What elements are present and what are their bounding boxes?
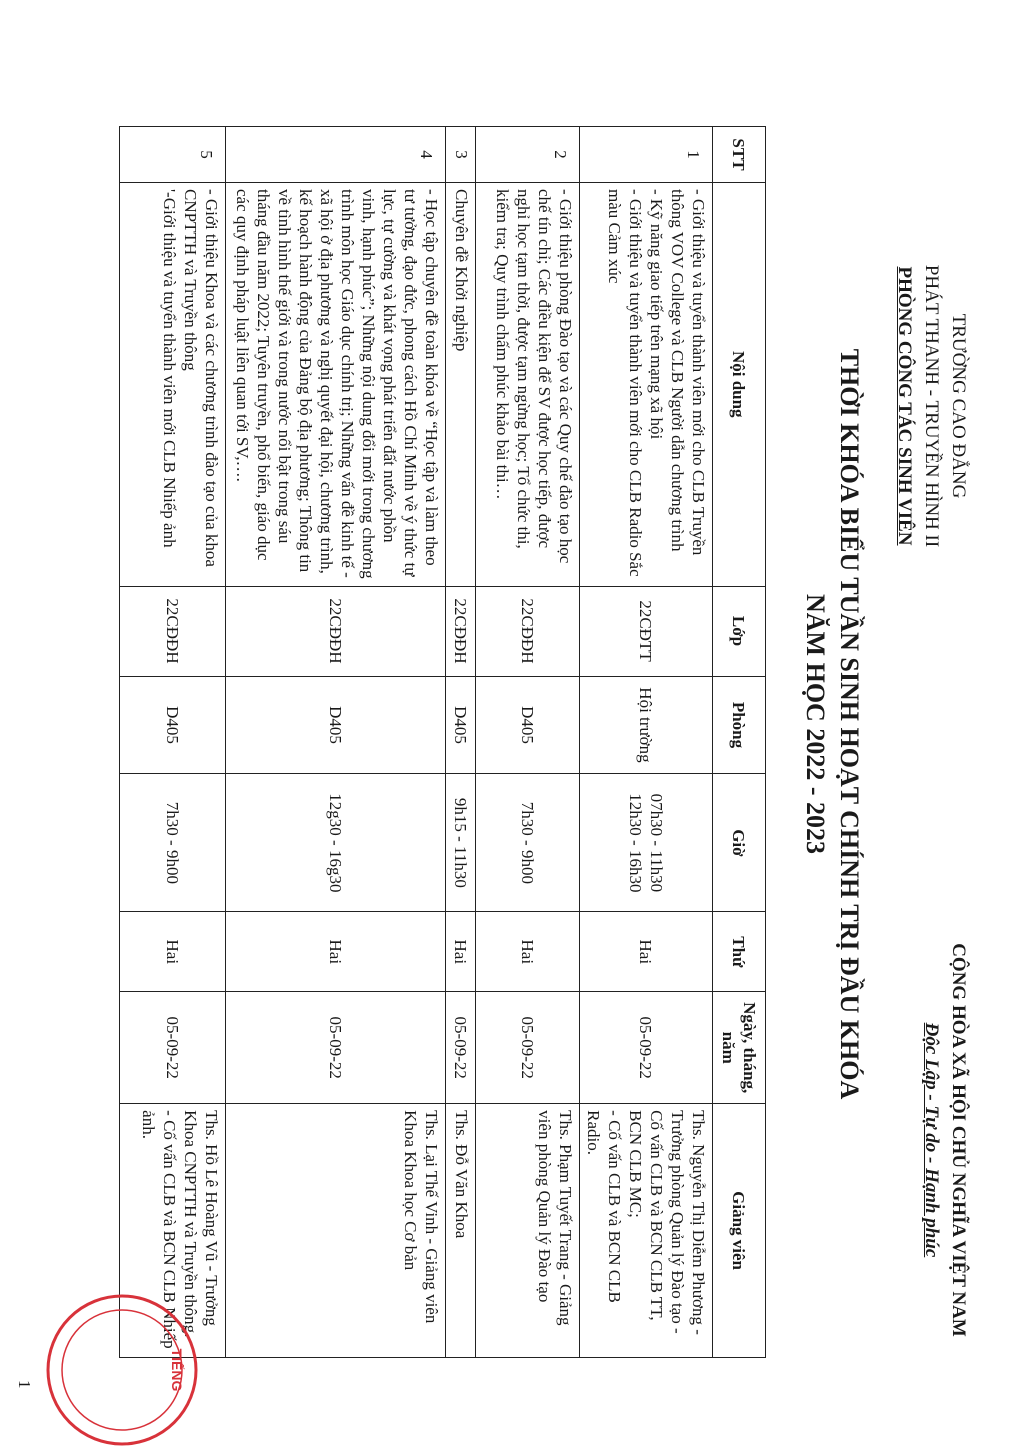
national-motto-header bbox=[918, 860, 972, 1420]
row-thu: Hai bbox=[120, 912, 226, 992]
table-row bbox=[446, 127, 476, 1358]
row-ngay: 05-09-22 bbox=[226, 992, 446, 1104]
row-noi-dung bbox=[120, 182, 226, 586]
row-giang-vien bbox=[580, 1104, 713, 1358]
lecturer-line: - Cố vấn CLB và BCN CLB Nhiếp ảnh. bbox=[139, 1110, 179, 1349]
school-name-line1: TRƯỜNG CAO ĐẲNG bbox=[948, 313, 969, 499]
row-lop: 22CĐĐH bbox=[446, 586, 476, 676]
row-stt: 1 bbox=[580, 127, 713, 183]
table-row bbox=[476, 127, 580, 1358]
row-ngay: 05-09-22 bbox=[580, 992, 713, 1104]
row-phong: Hội trường bbox=[580, 676, 713, 774]
header-phong: Phòng bbox=[713, 676, 766, 774]
time-line: 07h30 - 11h30 bbox=[647, 793, 666, 893]
header-stt: STT bbox=[713, 127, 766, 183]
row-giang-vien bbox=[476, 1104, 580, 1358]
table-row bbox=[120, 127, 226, 1358]
content-line: - Giới thiệu Khoa và các chương trình đào tạo của khoa CNPTTH và Truyền thông bbox=[181, 188, 221, 567]
row-lop: 22CĐĐH bbox=[226, 586, 446, 676]
lecturer-line: Ths. Hồ Lê Hoàng Vũ - Trưởng Khoa CNPTTH và Truyền thông. bbox=[181, 1110, 221, 1338]
row-gio bbox=[120, 774, 226, 912]
row-noi-dung bbox=[226, 182, 446, 586]
row-stt: 3 bbox=[446, 127, 476, 183]
table-header-row bbox=[713, 127, 766, 1358]
time-line: 12h30 - 16h30 bbox=[626, 793, 645, 893]
content-line: - Học tập chuyên đề toàn khóa về “Học tập và làm theo tư tưởng, đạo đức, phong cách Hồ Chí Minh về ý thức tự lực, tự cường và khát vọng phát triển đất nước phồn vinh, hạnh phúc”; Những nội dung đổi mới trong chương trình môn học Giáo dục chính trị; Những vấn đề kinh tế - xã hội ở địa phương và nghị quyết đại hội, chương trình, kế hoạch hành động của Đảng bộ địa phương; Thông tin về tình hình thế giới và trong nước nổi bật trong sáu tháng đầu năm 2022; Tuyên truyền, phổ biến, giáo dục các quy định pháp luật liên quan tới SV,…. bbox=[233, 188, 441, 579]
document-subtitle: NĂM HỌC 2022 - 2023 bbox=[801, 594, 830, 854]
row-noi-dung bbox=[446, 182, 476, 586]
row-stt: 4 bbox=[226, 127, 446, 183]
time-line: 7h30 - 9h00 bbox=[518, 801, 537, 884]
row-giang-vien bbox=[446, 1104, 476, 1358]
seal-text: TIẾNG bbox=[169, 1348, 185, 1392]
table-row bbox=[580, 127, 713, 1358]
row-gio bbox=[446, 774, 476, 912]
row-gio bbox=[476, 774, 580, 912]
header-noi-dung: Nội dung bbox=[713, 182, 766, 586]
lecturer-line: Ths. Đỗ Văn Khoa bbox=[452, 1110, 471, 1239]
header-giang-vien: Giảng viên bbox=[713, 1104, 766, 1358]
table-row bbox=[226, 127, 446, 1358]
content-line: - Giới thiệu và tuyển thành viên mới cho CLB Truyền thông VOV College và CLB Người dẫn chương trình bbox=[668, 188, 708, 556]
header-ngay: Ngày, tháng, năm bbox=[713, 992, 766, 1104]
row-thu: Hai bbox=[476, 912, 580, 992]
schedule-table bbox=[119, 126, 766, 1358]
content-line: - Kỹ năng giao tiếp trên mạng xã hội bbox=[647, 188, 666, 440]
time-line: 7h30 - 9h00 bbox=[163, 801, 182, 884]
row-gio bbox=[580, 774, 713, 912]
row-ngay: 05-09-22 bbox=[446, 992, 476, 1104]
row-phong: D405 bbox=[446, 676, 476, 774]
national-motto: Độc Lập - Tự do - Hạnh phúc bbox=[921, 1022, 942, 1258]
row-thu: Hai bbox=[446, 912, 476, 992]
row-noi-dung bbox=[476, 182, 580, 586]
row-lop: 22CĐĐH bbox=[476, 586, 580, 676]
department-name: PHÒNG CÔNG TÁC SINH VIÊN bbox=[894, 266, 915, 546]
lecturer-line: - Cố vấn CLB và BCN CLB Radio. bbox=[584, 1110, 624, 1303]
content-line: - Giới thiệu và tuyển thành viên mới cho CLB Radio Sắc màu Cảm xúc bbox=[605, 188, 645, 577]
row-phong: D405 bbox=[120, 676, 226, 774]
header-gio: Giờ bbox=[713, 774, 766, 912]
row-thu: Hai bbox=[580, 912, 713, 992]
row-lop: 22CĐTT bbox=[580, 586, 713, 676]
row-stt: 2 bbox=[476, 127, 580, 183]
page-number: 1 bbox=[15, 1380, 34, 1389]
lecturer-line: Ths. Phạm Tuyết Trang - Giảng viên phòng Quản lý Đào tạo bbox=[535, 1110, 575, 1326]
content-line: - Giới thiệu phòng Đào tạo và các Quy chế đào tạo học chế tín chỉ; Các điều kiện để SV được học tiếp, được nghỉ học tạm thời, được tạm ngừng học; Tổ chức thi, kiểm tra; Quy trình chấm phúc khảo bài thi… bbox=[493, 188, 575, 564]
lecturer-line: Ths. Lại Thế Vinh - Giảng viên Khoa Khoa học Cơ bản bbox=[401, 1110, 441, 1324]
school-header bbox=[891, 146, 972, 666]
lecturer-line: Ths. Nguyễn Thị Diễm Phương - Trưởng phòng Quản lý Đào tạo - Cố vấn CLB và BCN CLB TT, BCN CLB MC; bbox=[626, 1110, 708, 1335]
header-thu: Thứ bbox=[713, 912, 766, 992]
header-lop: Lớp bbox=[713, 586, 766, 676]
content-line: Chuyên đề Khởi nghiệp bbox=[452, 188, 471, 352]
document-title: THỜI KHÓA BIỂU TUẦN SINH HOẠT CHÍNH TRỊ ĐẦU KHÓA bbox=[835, 348, 864, 1100]
row-noi-dung bbox=[580, 182, 713, 586]
school-name-line2: PHÁT THANH - TRUYỀN HÌNH II bbox=[921, 264, 942, 548]
row-ngay: 05-09-22 bbox=[476, 992, 580, 1104]
row-phong: D405 bbox=[226, 676, 446, 774]
time-line: 9h15 - 11h30 bbox=[451, 797, 470, 888]
row-phong: D405 bbox=[476, 676, 580, 774]
row-giang-vien bbox=[226, 1104, 446, 1358]
time-line: 12g30 - 16g30 bbox=[326, 793, 345, 893]
content-line: '-Giới thiệu và tuyển thành viên mới CLB Nhiếp ảnh bbox=[160, 188, 179, 548]
official-seal-stamp bbox=[42, 1290, 202, 1450]
row-ngay: 05-09-22 bbox=[120, 992, 226, 1104]
row-thu: Hai bbox=[226, 912, 446, 992]
row-stt: 5 bbox=[120, 127, 226, 183]
row-lop: 22CĐĐH bbox=[120, 586, 226, 676]
row-gio bbox=[226, 774, 446, 912]
country-name: CỘNG HÒA XÃ HỘI CHỦ NGHĨA VIỆT NAM bbox=[948, 943, 969, 1337]
